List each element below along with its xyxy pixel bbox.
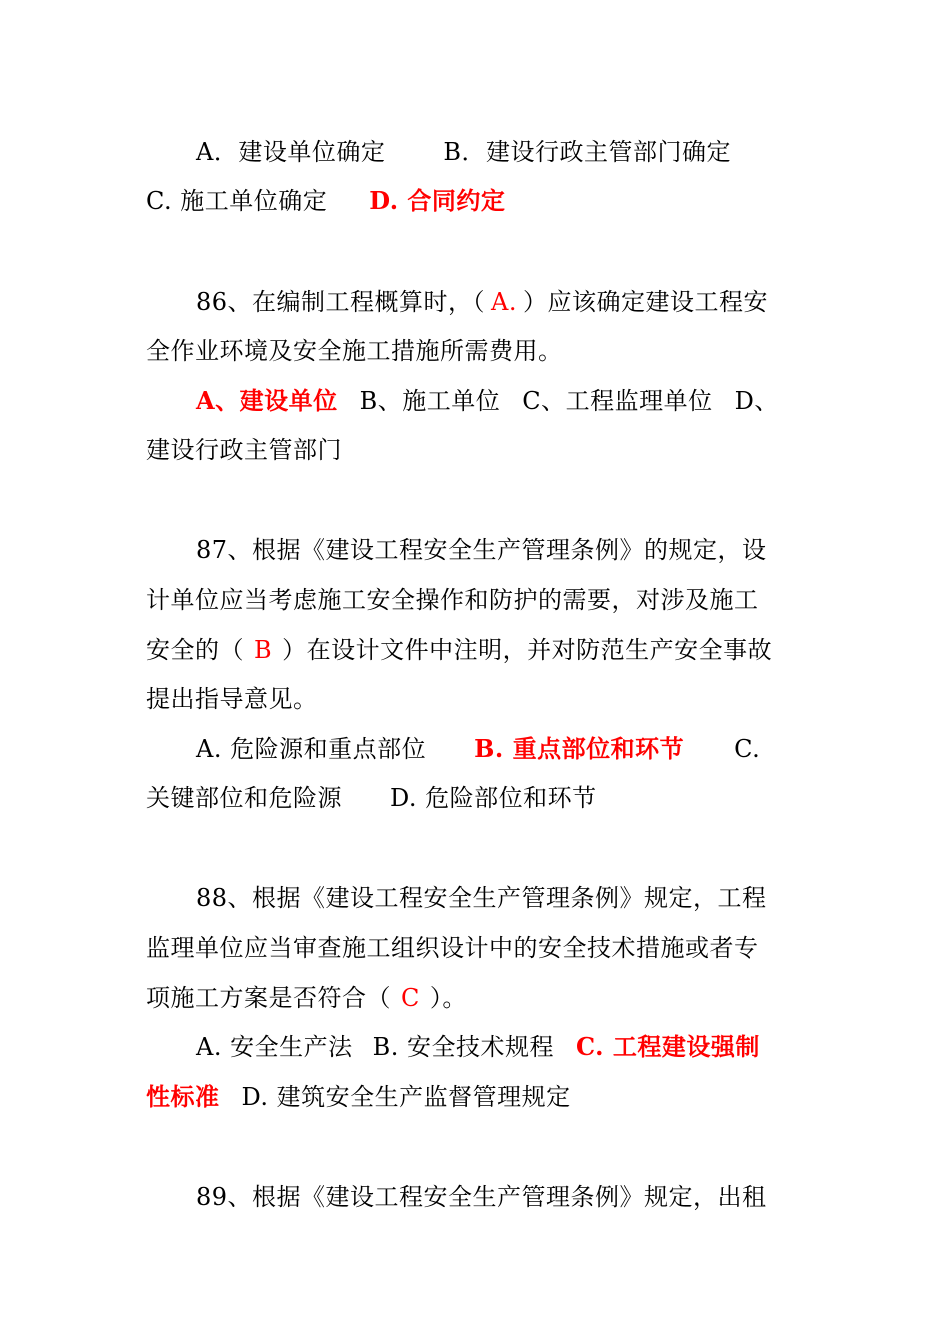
q86-answer: A.	[491, 288, 518, 316]
q88-options-line-2	[146, 1081, 806, 1113]
q85-options-line-2	[146, 185, 806, 217]
q85-option-b: B．建设行政主管部门确定	[443, 138, 731, 166]
q87-options-line	[196, 733, 806, 765]
q86-stem-pre: 86、在编制工程概算时，（	[196, 288, 486, 316]
q86-option-c: C、工程监理单位	[522, 387, 713, 415]
q85-option-c: C. 施工单位确定	[146, 187, 328, 215]
q88-options-line	[196, 1031, 806, 1063]
q88-stem-line-1: 88、根据《建设工程安全生产管理条例》规定，工程	[196, 884, 767, 912]
q86-option-d-cont: 建设行政主管部门	[146, 436, 342, 464]
q87-stem-line-1: 87、根据《建设工程安全生产管理条例》的规定，设	[196, 536, 767, 564]
q85-options-line-1	[196, 136, 806, 168]
q87-options-line-2	[146, 782, 806, 814]
q85-option-a: A．建设单位确定	[196, 138, 386, 166]
q89-stem-line-1: 89、根据《建设工程安全生产管理条例》规定，出租	[196, 1183, 767, 1211]
q87-option-a: A. 危险源和重点部位	[196, 735, 427, 763]
q87-answer: B	[254, 636, 273, 664]
q88-stem-post: ）。	[429, 984, 467, 1012]
q88-stem-line-3	[146, 982, 806, 1014]
q86-options-line	[196, 385, 806, 417]
q87-stem-line-2: 计单位应当考虑施工安全操作和防护的需要，对涉及施工	[146, 586, 759, 614]
q86-stem-line-2: 全作业环境及安全施工措施所需费用。	[146, 337, 563, 365]
q87-option-d: D. 危险部位和环节	[390, 784, 597, 812]
q88-answer: C	[401, 984, 420, 1012]
q88-stem-pre: 项施工方案是否符合（	[146, 984, 391, 1012]
q88-option-a: A. 安全生产法	[196, 1033, 353, 1061]
q88-stem-line-2: 监理单位应当审查施工组织设计中的安全技术措施或者专	[146, 934, 759, 962]
q86-option-b: B、施工单位	[359, 387, 501, 415]
q86-stem-line-1	[196, 286, 806, 318]
q87-option-c: C.	[734, 735, 761, 763]
q88-option-c-correct: C. 工程建设强制	[576, 1032, 760, 1061]
q86-option-a-correct: A、建设单位	[196, 386, 338, 415]
q88-option-b: B. 安全技术规程	[372, 1033, 554, 1061]
q88-option-c-cont: 性标准	[146, 1082, 220, 1111]
q87-stem-pre: 安全的（	[146, 636, 244, 664]
q88-option-d: D. 建筑安全生产监督管理规定	[241, 1083, 571, 1111]
q87-stem-line-3	[146, 634, 806, 666]
q87-option-b-correct: B. 重点部位和环节	[474, 734, 685, 763]
q86-stem-post: ）应该确定建设工程安	[523, 288, 769, 316]
q86-option-d: D、	[734, 387, 779, 415]
q87-option-c-cont: 关键部位和危险源	[146, 784, 342, 812]
q87-stem-line-4: 提出指导意见。	[146, 685, 318, 713]
q87-stem-post: ）在设计文件中注明，并对防范生产安全事故	[282, 636, 773, 664]
q85-option-d-correct: D. 合同约定	[369, 186, 506, 215]
